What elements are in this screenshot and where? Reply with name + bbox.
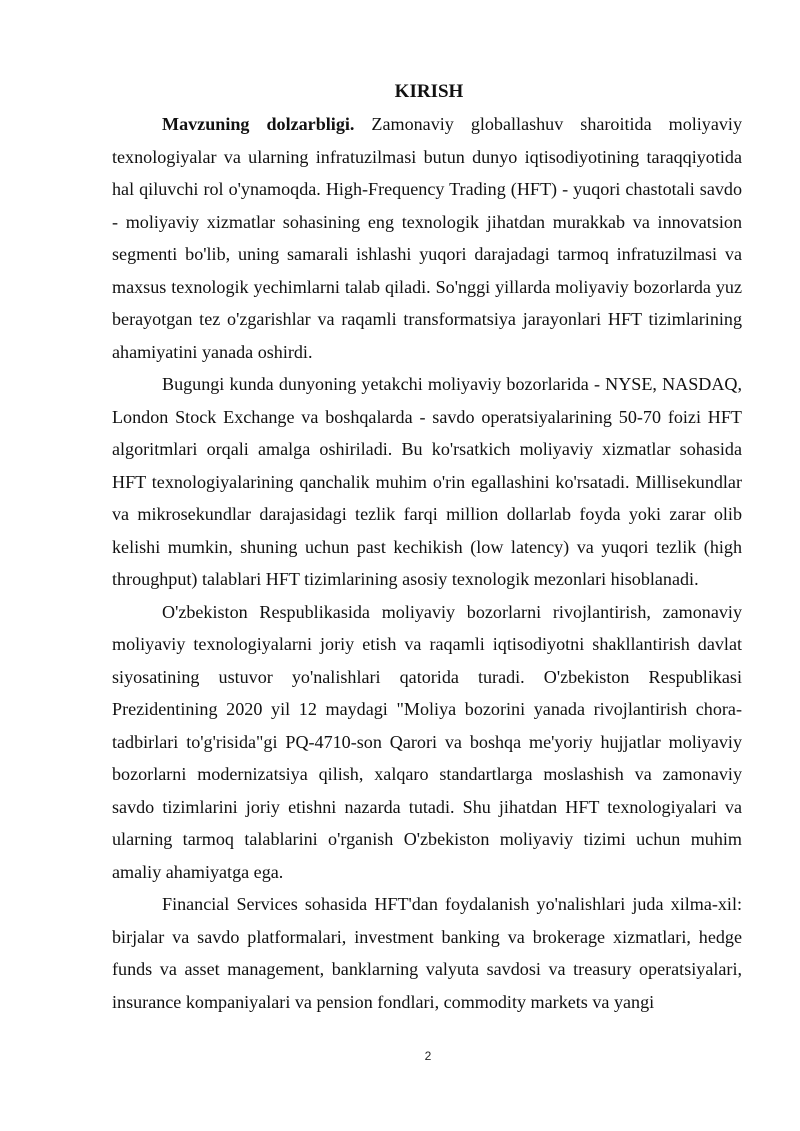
page-number: 2 bbox=[424, 1049, 432, 1063]
paragraph-2 bbox=[112, 368, 742, 596]
paragraph-text: Financial Services sohasida HFT'dan foydalanish yo'nalishlari juda xilma-xil: birjalar va savdo platformalari, investment banking va brokerage xizmatlari, hedge funds va asset management, banklarning valyuta savdosi va treasury operatsiyalari, insurance kompaniyalari va pension fondlari, commodity markets va yangi bbox=[112, 894, 742, 1012]
paragraph-1 bbox=[112, 108, 742, 368]
paragraph-4 bbox=[112, 888, 742, 1018]
paragraph-text: Zamonaviy globallashuv sharoitida moliyaviy texnologiyalar va ularning infratuzilmasi butun dunyo iqtisodiyotining taraqqiyotida hal qiluvchi rol o'ynamoqda. High-Frequency Trading (HFT) - yuqori chastotali savdo - moliyaviy xizmatlar sohasining eng texnologik jihatdan murakkab va innovatsion segmenti bo'lib, uning samarali ishlashi yuqori darajadagi tarmoq infratuzilmasi va maxsus texnologik yechimlarni talab qiladi. So'nggi yillarda moliyaviy bozorlarda yuz berayotgan tez o'zgarishlar va raqamli transformatsiya jarayonlari HFT tizimlarining ahamiyatini yanada oshirdi. bbox=[112, 114, 742, 362]
paragraph-text: Bugungi kunda dunyoning yetakchi moliyaviy bozorlarida - NYSE, NASDAQ, London Stock Exchange va boshqalarda - savdo operatsiyalarining 50-70 foizi HFT algoritmlari orqali amalga oshiriladi. Bu ko'rsatkich moliyaviy xizmatlar sohasida HFT texnologiyalarining qanchalik muhim o'rin egallashini ko'rsatadi. Millisekundlar va mikrosekundlar darajasidagi tezlik farqi million dollarlab foyda yoki zarar olib kelishi mumkin, shuning uchun past kechikish (low latency) va yuqori tezlik (high throughput) talablari HFT tizimlarining asosiy texnologik mezonlari hisoblanadi. bbox=[112, 374, 742, 589]
section-title: KIRISH bbox=[394, 81, 464, 102]
document-body bbox=[112, 76, 742, 1018]
paragraph-3 bbox=[112, 596, 742, 889]
paragraph-lead: Mavzuning dolzarbligi. bbox=[162, 114, 355, 134]
paragraph-text: O'zbekiston Respublikasida moliyaviy bozorlarni rivojlantirish, zamonaviy moliyaviy texnologiyalarni joriy etish va raqamli iqtisodiyotni shakllantirish davlat siyosatining ustuvor yo'nalishlari qatorida turadi. O'zbekiston Respublikasi Prezidentining 2020 yil 12 maydagi "Moliya bozorini yanada rivojlantirish chora-tadbirlari to'g'risida"gi PQ-4710-son Qarori va boshqa me'yoriy hujjatlar moliyaviy bozorlarni modernizatsiya qilish, xalqaro standartlarga moslashish va zamonaviy savdo tizimlarini joriy etishni nazarda tutadi. Shu jihatdan HFT texnologiyalari va ularning tarmoq talablarini o'rganish O'zbekiston moliyaviy tizimi uchun muhim amaliy ahamiyatga ega. bbox=[112, 601, 742, 882]
